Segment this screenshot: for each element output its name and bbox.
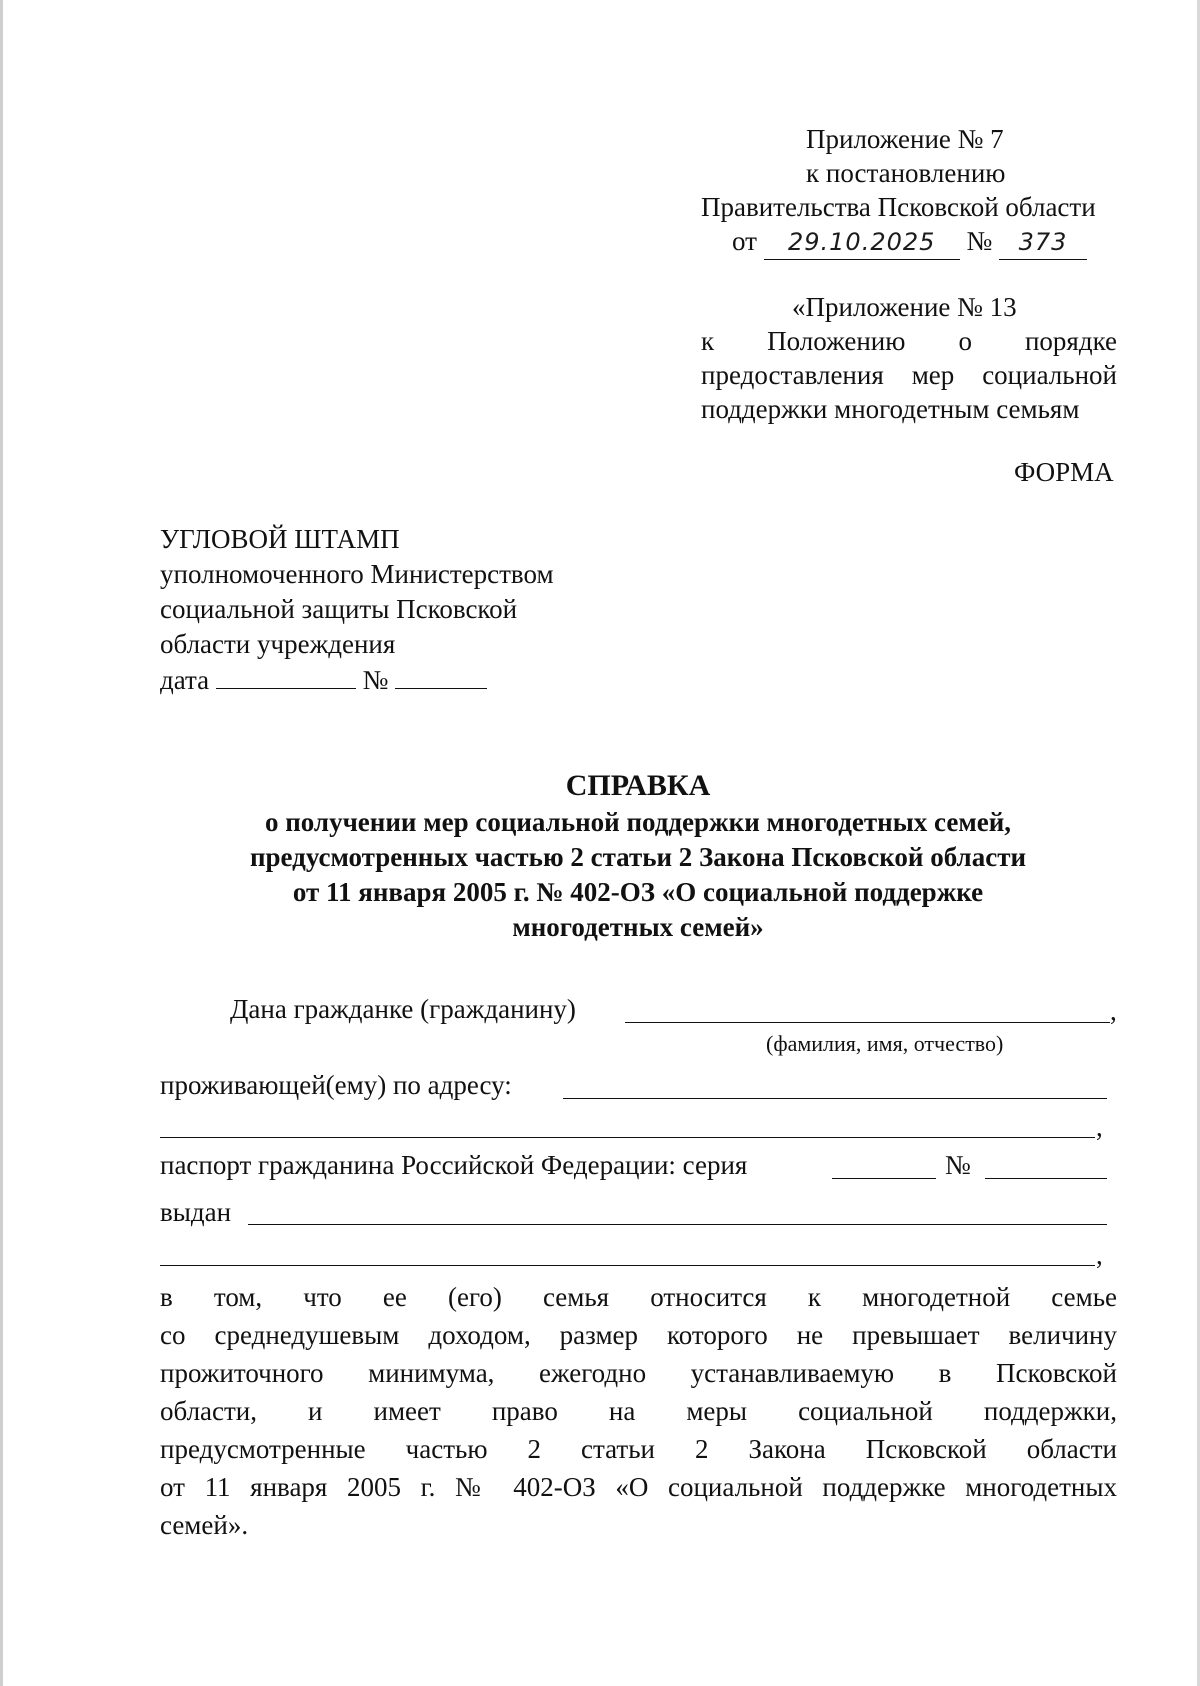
regulation-line: к Положению о порядке: [701, 326, 1117, 356]
title-subtitle-line: многодетных семей»: [512, 912, 764, 942]
stamp-date-blank[interactable]: [216, 688, 356, 689]
stamp-date-label: дата: [160, 665, 210, 695]
body-line: предусмотренные частью 2 статьи 2 Закона Псковской области: [160, 1434, 1117, 1464]
passport-number-field[interactable]: [985, 1178, 1107, 1179]
sub-appendix-number: «Приложение № 13: [792, 292, 1017, 322]
appendix-number: Приложение № 7: [806, 124, 1004, 154]
handwritten-date: 29.10.2025: [787, 228, 936, 256]
title-subtitle-line: предусмотренных частью 2 статьи 2 Закона Псковской области: [249, 842, 1027, 872]
passport-series-field[interactable]: [832, 1178, 936, 1179]
from-label: от: [732, 226, 757, 256]
to-resolution: к постановлению: [806, 158, 1006, 188]
issued-by-field-continued[interactable]: [160, 1265, 1095, 1266]
body-line: семей».: [160, 1510, 249, 1540]
government-name: Правительства Псковской области: [701, 192, 1096, 222]
resolution-date-line: [732, 224, 1087, 260]
issued-by-label: выдан: [160, 1197, 232, 1227]
title-subtitle-line: о получении мер социальной поддержки многодетных семей,: [264, 807, 1012, 837]
address-field[interactable]: [563, 1098, 1107, 1099]
body-paragraph: [160, 1278, 1117, 1544]
body-line: со среднедушевым доходом, размер которого не превышает величину: [160, 1320, 1117, 1350]
address-comma: ,: [1096, 1112, 1103, 1142]
regulation-reference: [701, 324, 1117, 426]
issued-to-label: Дана гражданке (гражданину): [230, 994, 576, 1024]
body-line: области, и имеет право на меры социальной поддержки,: [160, 1396, 1117, 1426]
scan-edge-left: [0, 0, 3, 1686]
body-line: от 11 января 2005 г. № 402-ОЗ «О социальной поддержке многодетных: [160, 1472, 1117, 1502]
passport-label: паспорт гражданина Российской Федерации: серия: [160, 1150, 748, 1180]
handwritten-number: 373: [1018, 228, 1068, 256]
stamp-date-line: [160, 663, 487, 697]
fio-field[interactable]: [625, 1022, 1110, 1023]
fio-hint: (фамилия, имя, отчество): [766, 1031, 1004, 1056]
stamp-line: уполномоченного Министерством: [160, 559, 554, 589]
fio-comma: ,: [1110, 996, 1117, 1026]
form-label: ФОРМА: [1014, 457, 1114, 487]
date-field: [764, 224, 960, 260]
stamp-line: социальной защиты Псковской: [160, 594, 518, 624]
address-label: проживающей(ему) по адресу:: [160, 1070, 512, 1100]
stamp-number-blank[interactable]: [395, 688, 487, 689]
stamp-line: области учреждения: [160, 629, 396, 659]
issued-by-comma: ,: [1096, 1240, 1103, 1270]
regulation-line: предоставления мер социальной: [701, 360, 1117, 390]
title-main: СПРАВКА: [565, 769, 711, 802]
address-field-continued[interactable]: [160, 1137, 1095, 1138]
body-line: в том, что ее (его) семья относится к многодетной семье: [160, 1282, 1117, 1312]
issued-by-field[interactable]: [248, 1224, 1107, 1225]
document-title: [160, 767, 1116, 945]
title-subtitle-line: от 11 января 2005 г. № 402-ОЗ «О социальной поддержке: [292, 877, 984, 907]
number-field: [999, 224, 1087, 260]
number-label: №: [966, 226, 993, 256]
regulation-line: поддержки многодетным семьям: [701, 394, 1080, 424]
body-line: прожиточного минимума, ежегодно устанавливаемую в Псковской: [160, 1358, 1117, 1388]
stamp-title: УГЛОВОЙ ШТАМП: [160, 524, 400, 554]
passport-number-label: №: [945, 1150, 971, 1180]
stamp-number-label: №: [362, 665, 389, 695]
